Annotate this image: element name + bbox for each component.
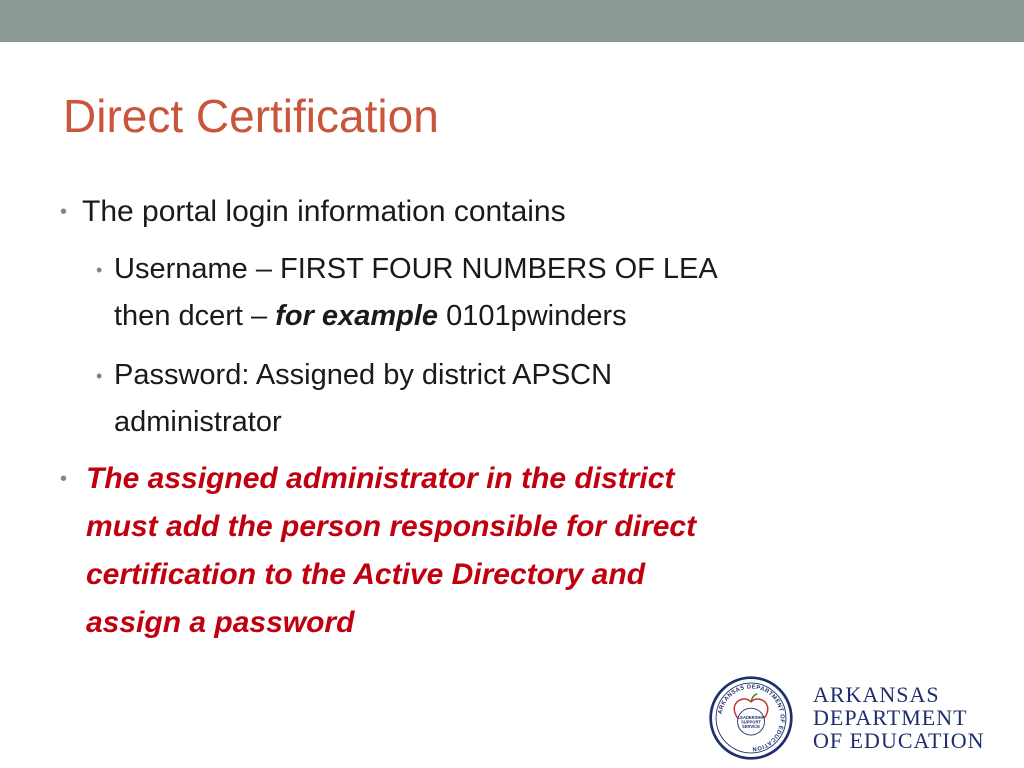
svg-text:LEADERSHIP: LEADERSHIP (737, 714, 765, 720)
logo-line-3: OF EDUCATION (813, 728, 985, 753)
bullet-dot: • (96, 260, 103, 280)
username-prefix: then dcert – (114, 300, 276, 332)
bullet-text-line1: Password: Assigned by district APSCN (114, 359, 613, 391)
logo-line-1: ARKANSAS (813, 682, 940, 707)
bullet-text: The portal login information contains (82, 195, 566, 228)
slide-title: Direct Certification (63, 90, 439, 142)
logo-wordmark (813, 683, 985, 752)
red-line-3: certification to the Active Directory and (86, 558, 646, 591)
top-bar (0, 0, 1024, 42)
red-line-4: assign a password (86, 606, 355, 639)
svg-text:SUPPORT: SUPPORT (741, 719, 761, 725)
bullet-dot: • (60, 201, 68, 223)
svg-text:SERVICE: SERVICE (742, 723, 760, 729)
bullet-text-line1: Username – FIRST FOUR NUMBERS OF LEA (114, 253, 718, 285)
for-example-emphasis: for example (275, 300, 439, 332)
bullet-dot: • (60, 468, 68, 490)
bullet-text-line2: administrator (114, 406, 282, 438)
svg-text:ARKANSAS DEPARTMENT OF EDUCATI: ARKANSAS DEPARTMENT OF EDUCATION (717, 684, 785, 752)
bullet-dot: • (96, 366, 103, 386)
username-example: 0101pwinders (438, 300, 627, 332)
red-line-2: must add the person responsible for direct (86, 510, 697, 543)
logo-line-2: DEPARTMENT (813, 705, 968, 730)
seal-icon (708, 675, 794, 761)
arkansas-dept-education-logo (708, 675, 1008, 755)
bullet-text-line2 (114, 293, 627, 340)
red-line-1: The assigned administrator in the district (86, 462, 675, 495)
